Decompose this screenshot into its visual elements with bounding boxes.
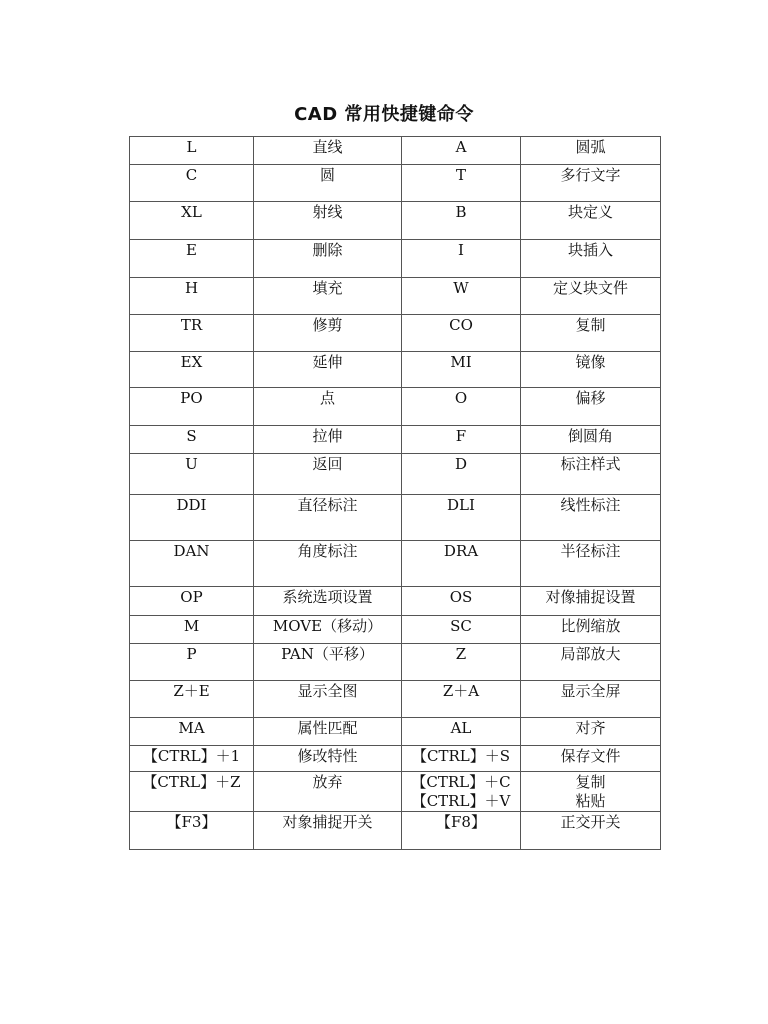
command-name-cell: 填充	[254, 278, 402, 315]
command-name-cell: 返回	[254, 454, 402, 495]
shortcut-table-body	[130, 137, 661, 850]
command-name-cell: 复制	[521, 315, 661, 352]
shortcut-key-cell: 【F3】	[130, 812, 254, 850]
command-name-cell	[521, 772, 661, 812]
shortcut-key-cell: H	[130, 278, 254, 315]
table-row	[130, 352, 661, 388]
shortcut-key-cell: OP	[130, 587, 254, 616]
shortcut-key-cell: T	[402, 165, 521, 202]
command-name-cell: 直径标注	[254, 495, 402, 541]
command-name-cell: 修改特性	[254, 746, 402, 772]
table-row	[130, 315, 661, 352]
command-name-cell: 修剪	[254, 315, 402, 352]
command-name-cell: 圆弧	[521, 137, 661, 165]
shortcut-key-cell: M	[130, 616, 254, 644]
table-row	[130, 278, 661, 315]
shortcut-key-cell: TR	[130, 315, 254, 352]
table-row	[130, 240, 661, 278]
shortcut-key-cell: MA	[130, 718, 254, 746]
cell-line: 粘贴	[575, 792, 606, 810]
command-name-cell: 属性匹配	[254, 718, 402, 746]
shortcut-key-cell: O	[402, 388, 521, 426]
command-name-cell: 对像捕捉设置	[521, 587, 661, 616]
table-row	[130, 202, 661, 240]
page-title: CAD 常用快捷键命令	[294, 104, 474, 125]
shortcut-key-cell: A	[402, 137, 521, 165]
shortcut-key-cell: XL	[130, 202, 254, 240]
shortcut-key-cell: U	[130, 454, 254, 495]
command-name-cell: 延伸	[254, 352, 402, 388]
shortcut-table	[129, 136, 661, 850]
table-row	[130, 454, 661, 495]
command-name-cell: 直线	[254, 137, 402, 165]
command-name-cell: PAN（平移）	[254, 644, 402, 681]
table-row	[130, 718, 661, 746]
command-name-cell: 块插入	[521, 240, 661, 278]
cell-line: 【CTRL】＋V	[411, 792, 511, 810]
shortcut-key-cell: Z＋A	[402, 681, 521, 718]
shortcut-key-cell: F	[402, 426, 521, 454]
table-row	[130, 616, 661, 644]
shortcut-key-cell: DAN	[130, 541, 254, 587]
table-row	[130, 137, 661, 165]
table-row	[130, 495, 661, 541]
command-name-cell: 偏移	[521, 388, 661, 426]
table-row	[130, 772, 661, 812]
cell-line: 复制	[575, 773, 606, 791]
shortcut-key-cell: SC	[402, 616, 521, 644]
shortcut-key-cell: L	[130, 137, 254, 165]
shortcut-key-cell: MI	[402, 352, 521, 388]
shortcut-key-cell: EX	[130, 352, 254, 388]
shortcut-key-cell: 【F8】	[402, 812, 521, 850]
shortcut-key-cell: OS	[402, 587, 521, 616]
command-name-cell: 半径标注	[521, 541, 661, 587]
shortcut-key-cell: 【CTRL】＋1	[130, 746, 254, 772]
command-name-cell: 删除	[254, 240, 402, 278]
table-row	[130, 587, 661, 616]
command-name-cell: 角度标注	[254, 541, 402, 587]
command-name-cell: 放弃	[254, 772, 402, 812]
command-name-cell: 显示全屏	[521, 681, 661, 718]
shortcut-key-cell: S	[130, 426, 254, 454]
table-row	[130, 165, 661, 202]
command-name-cell: 系统选项设置	[254, 587, 402, 616]
shortcut-key-cell: DLI	[402, 495, 521, 541]
table-row	[130, 746, 661, 772]
cell-line: 【CTRL】＋C	[411, 773, 511, 791]
command-name-cell: 局部放大	[521, 644, 661, 681]
command-name-cell: 对齐	[521, 718, 661, 746]
table-row	[130, 541, 661, 587]
shortcut-key-cell: Z＋E	[130, 681, 254, 718]
command-name-cell: 倒圆角	[521, 426, 661, 454]
shortcut-key-cell: AL	[402, 718, 521, 746]
shortcut-key-cell: W	[402, 278, 521, 315]
shortcut-key-cell: DRA	[402, 541, 521, 587]
table-row	[130, 426, 661, 454]
shortcut-key-cell: DDI	[130, 495, 254, 541]
shortcut-key-cell	[402, 772, 521, 812]
shortcut-key-cell: PO	[130, 388, 254, 426]
command-name-cell: 标注样式	[521, 454, 661, 495]
command-name-cell: 定义块文件	[521, 278, 661, 315]
table-row	[130, 388, 661, 426]
command-name-cell: 显示全图	[254, 681, 402, 718]
shortcut-key-cell: B	[402, 202, 521, 240]
command-name-cell: 正交开关	[521, 812, 661, 850]
command-name-cell: 圆	[254, 165, 402, 202]
command-name-cell: 射线	[254, 202, 402, 240]
shortcut-key-cell: CO	[402, 315, 521, 352]
shortcut-key-cell: Z	[402, 644, 521, 681]
command-name-cell: 镜像	[521, 352, 661, 388]
shortcut-key-cell: P	[130, 644, 254, 681]
shortcut-key-cell: 【CTRL】＋S	[402, 746, 521, 772]
shortcut-key-cell: D	[402, 454, 521, 495]
command-name-cell: 对象捕捉开关	[254, 812, 402, 850]
command-name-cell: 块定义	[521, 202, 661, 240]
command-name-cell: 比例缩放	[521, 616, 661, 644]
command-name-cell: 拉伸	[254, 426, 402, 454]
command-name-cell: 保存文件	[521, 746, 661, 772]
shortcut-key-cell: I	[402, 240, 521, 278]
shortcut-key-cell: E	[130, 240, 254, 278]
shortcut-key-cell: 【CTRL】＋Z	[130, 772, 254, 812]
table-row	[130, 644, 661, 681]
table-row	[130, 812, 661, 850]
command-name-cell: 点	[254, 388, 402, 426]
table-row	[130, 681, 661, 718]
command-name-cell: MOVE（移动）	[254, 616, 402, 644]
command-name-cell: 线性标注	[521, 495, 661, 541]
command-name-cell: 多行文字	[521, 165, 661, 202]
shortcut-key-cell: C	[130, 165, 254, 202]
